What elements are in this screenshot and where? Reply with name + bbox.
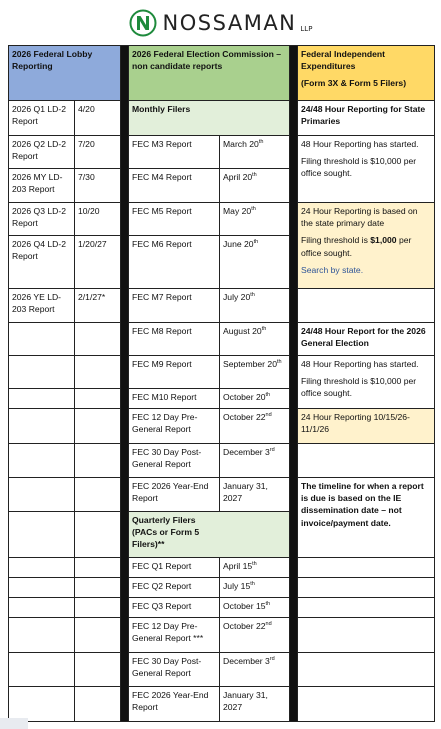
fec-report-name: FEC M5 Report <box>129 203 220 236</box>
fec-report-name: FEC M7 Report <box>129 289 220 323</box>
empty-cell <box>9 444 75 478</box>
column-separator <box>290 46 298 722</box>
lobby-report-name: 2026 Q4 LD-2 Report <box>9 236 75 289</box>
empty-cell <box>9 598 75 618</box>
fec-report-date: October 15th <box>220 598 290 618</box>
empty-cell <box>9 558 75 578</box>
fec-report-date: December 3rd <box>220 653 290 687</box>
ie-state-p2: Filing threshold is $1,000 per office sought. <box>301 235 412 258</box>
ie-general-p2: Filing threshold is $10,000 per office sought. <box>301 376 417 399</box>
fec-report-name: FEC M6 Report <box>129 236 220 289</box>
ie-empty-cell <box>298 598 435 618</box>
empty-cell <box>75 653 121 687</box>
fec-report-name: FEC M4 Report <box>129 169 220 203</box>
fec-report-name: FEC 12 Day Pre-General Report <box>129 409 220 444</box>
empty-cell <box>75 389 121 409</box>
empty-cell <box>75 478 121 512</box>
lobby-report-name: 2026 YE LD-203 Report <box>9 289 75 323</box>
lobby-report-name: 2026 Q3 LD-2 Report <box>9 203 75 236</box>
empty-cell <box>75 618 121 653</box>
ie-state-primary-detail <box>298 203 435 289</box>
fec-report-date: September 20th <box>220 356 290 389</box>
fec-report-date: July 20th <box>220 289 290 323</box>
ie-empty-cell <box>298 578 435 598</box>
ie-primaries-detail <box>298 136 435 203</box>
corner-tab <box>0 718 28 729</box>
ie-empty-cell <box>298 444 435 478</box>
fec-report-date: October 22nd <box>220 618 290 653</box>
fec-report-name: FEC 30 Day Post-General Report <box>129 653 220 687</box>
fec-report-date: June 20th <box>220 236 290 289</box>
lobby-reporting-header: 2026 Federal Lobby Reporting <box>9 46 121 101</box>
ie-general-detail <box>298 356 435 409</box>
lobby-report-name: 2026 Q1 LD-2 Report <box>9 101 75 136</box>
ie-empty-cell <box>298 558 435 578</box>
ie-empty-cell <box>298 653 435 687</box>
ie-header-line2: (Form 3X & Form 5 Filers) <box>301 78 407 89</box>
empty-cell <box>9 323 75 356</box>
fec-report-date: October 20th <box>220 389 290 409</box>
lobby-report-date: 10/20 <box>75 203 121 236</box>
empty-cell <box>75 598 121 618</box>
empty-cell <box>75 323 121 356</box>
ie-primaries-p2: Filing threshold is $10,000 per office sought. <box>301 156 417 179</box>
fec-report-date: January 31, 2027 <box>220 687 290 722</box>
ie-state-p1: 24 Hour Reporting is based on the state primary date <box>301 206 418 229</box>
column-separator <box>121 46 129 722</box>
empty-cell <box>75 578 121 598</box>
fec-report-name: FEC 2026 Year-End Report <box>129 687 220 722</box>
empty-cell <box>9 653 75 687</box>
nossaman-logo <box>0 6 441 40</box>
fec-report-name: FEC 12 Day Pre-General Report *** <box>129 618 220 653</box>
fec-report-date: December 3rd <box>220 444 290 478</box>
lobby-report-date: 7/30 <box>75 169 121 203</box>
fec-report-date: April 15th <box>220 558 290 578</box>
fec-reports-header: 2026 Federal Election Commission – non candidate reports <box>129 46 290 101</box>
empty-cell <box>75 512 121 558</box>
fec-report-name: FEC Q1 Report <box>129 558 220 578</box>
independent-expenditures-header <box>298 46 435 101</box>
fec-report-date: January 31, 2027 <box>220 478 290 512</box>
ie-empty-cell <box>298 687 435 722</box>
ie-primaries-p1: 48 Hour Reporting has started. <box>301 139 419 149</box>
fec-report-date: March 20th <box>220 136 290 169</box>
lobby-report-date: 1/20/27 <box>75 236 121 289</box>
search-by-state-link[interactable]: Search by state. <box>301 264 364 275</box>
ie-general-24hour: 24 Hour Reporting 10/15/26-11/1/26 <box>298 409 435 444</box>
empty-cell <box>75 687 121 722</box>
ie-primaries-title: 24/48 Hour Reporting for State Primaries <box>298 101 435 136</box>
quarterly-filers-label: Quarterly Filers (PACs or Form 5 Filers)** <box>129 512 290 558</box>
fec-report-name: FEC M10 Report <box>129 389 220 409</box>
monthly-filers-label: Monthly Filers <box>129 101 290 136</box>
fec-report-date: August 20th <box>220 323 290 356</box>
ie-general-p1: 48 Hour Reporting has started. <box>301 359 419 369</box>
lobby-report-date: 2/1/27* <box>75 289 121 323</box>
ie-empty-cell <box>298 618 435 653</box>
fec-report-name: FEC 2026 Year-End Report <box>129 478 220 512</box>
fec-report-name: FEC M8 Report <box>129 323 220 356</box>
fec-report-name: FEC M3 Report <box>129 136 220 169</box>
logo-brand-text: NOSSAMAN <box>162 11 297 35</box>
empty-cell <box>9 389 75 409</box>
empty-cell <box>9 356 75 389</box>
fec-report-name: FEC 30 Day Post-General Report <box>129 444 220 478</box>
lobby-report-name: 2026 MY LD-203 Report <box>9 169 75 203</box>
fec-report-name: FEC M9 Report <box>129 356 220 389</box>
empty-cell <box>9 512 75 558</box>
nossaman-mark-icon <box>129 9 157 37</box>
empty-cell <box>9 578 75 598</box>
ie-header-line1: Federal Independent Expenditures <box>301 49 386 72</box>
lobby-report-date: 4/20 <box>75 101 121 136</box>
empty-cell <box>75 444 121 478</box>
reporting-calendar-table <box>8 45 435 722</box>
fec-report-name: FEC Q3 Report <box>129 598 220 618</box>
empty-cell <box>75 356 121 389</box>
fec-report-name: FEC Q2 Report <box>129 578 220 598</box>
ie-timeline-note: The timeline for when a report is due is based on the IE dissemination date – not invoice/payment date. <box>298 478 435 558</box>
fec-report-date: October 22nd <box>220 409 290 444</box>
empty-cell <box>75 558 121 578</box>
lobby-report-date: 7/20 <box>75 136 121 169</box>
empty-cell <box>9 618 75 653</box>
fec-report-date: July 15th <box>220 578 290 598</box>
empty-cell <box>9 409 75 444</box>
fec-report-date: April 20th <box>220 169 290 203</box>
ie-empty-cell <box>298 289 435 323</box>
ie-general-title: 24/48 Hour Report for the 2026 General Election <box>298 323 435 356</box>
empty-cell <box>9 478 75 512</box>
lobby-report-name: 2026 Q2 LD-2 Report <box>9 136 75 169</box>
empty-cell <box>75 409 121 444</box>
empty-cell <box>9 687 75 722</box>
fec-report-date: May 20th <box>220 203 290 236</box>
logo-suffix-text: LLP <box>300 25 313 33</box>
